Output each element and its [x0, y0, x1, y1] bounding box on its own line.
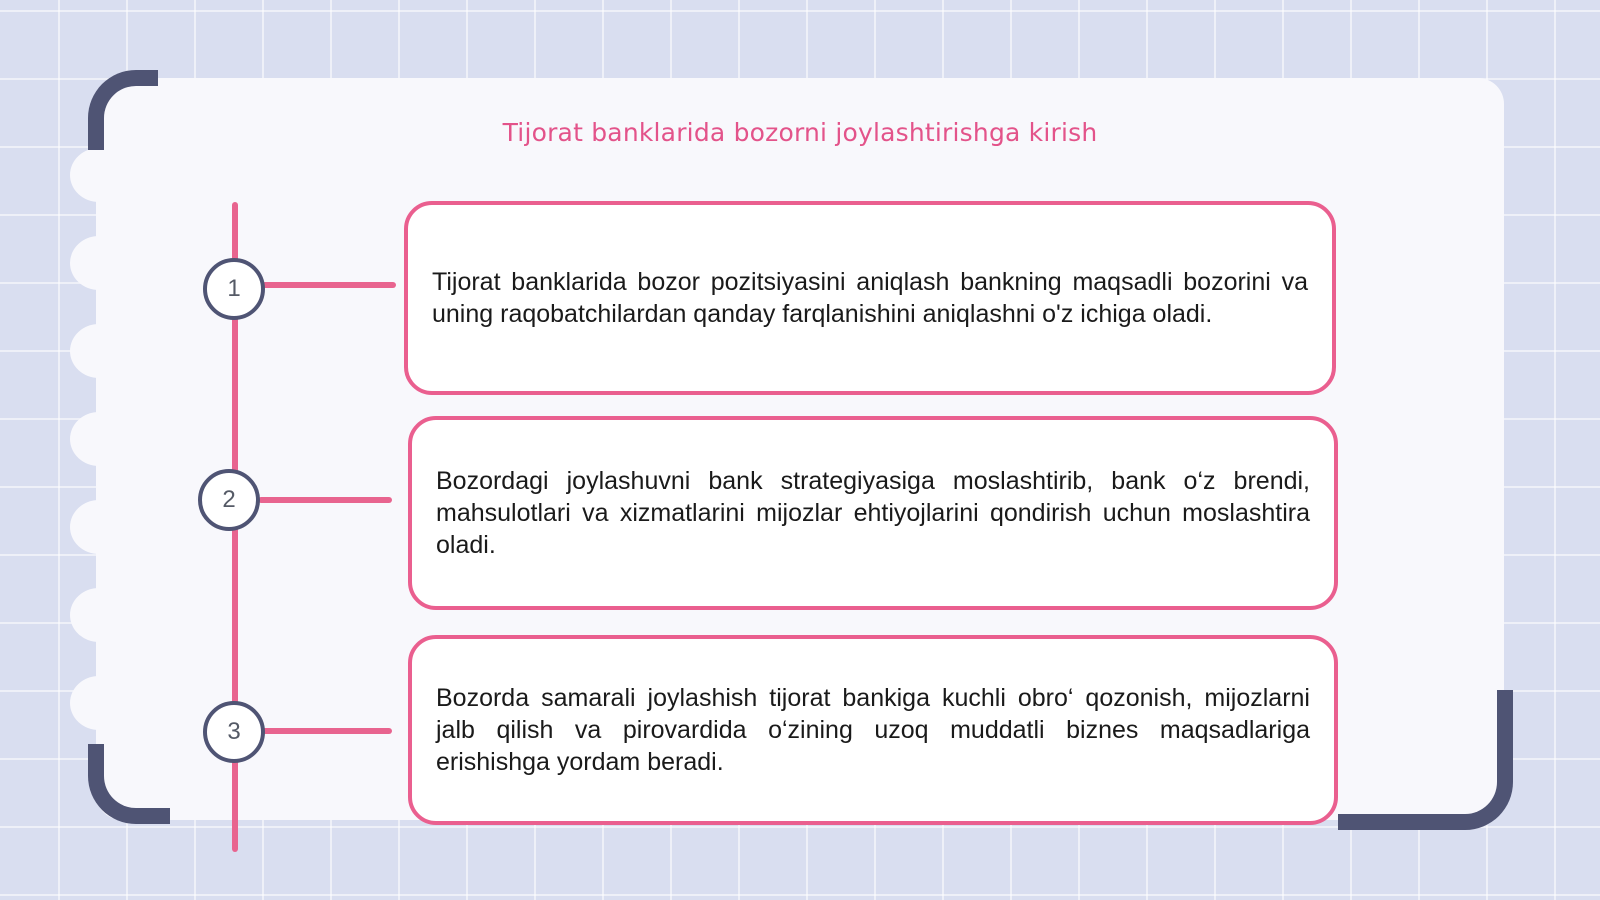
- step-connector: [262, 728, 392, 734]
- step-card: [408, 416, 1338, 610]
- corner-bracket-bottom-left: [88, 744, 170, 824]
- step-number-marker: 3: [203, 701, 265, 763]
- corner-bracket-top-left: [88, 70, 158, 150]
- step-number-marker: 1: [203, 258, 265, 320]
- step-connector: [258, 497, 392, 503]
- step-number-marker: 2: [198, 469, 260, 531]
- step-card: [408, 635, 1338, 825]
- step-connector: [262, 282, 396, 288]
- slide-title: Tijorat banklarida bozorni joylashtirishga kirish: [502, 118, 1098, 147]
- step-text: Tijorat banklarida bozor pozitsiyasini aniqlash bankning maqsadli bozorini va uning raqobatchilardan qanday farqlanishini aniqlashni o'z ichiga oladi.: [432, 268, 1308, 328]
- step-text: Bozorda samarali joylashish tijorat bankiga kuchli obro‘ qozonish, mijozlarni jalb qilish va pirovardida o‘zining uzoq muddatli biznes maqsadlariga erishishga yordam beradi.: [436, 684, 1310, 776]
- corner-bracket-bottom-right: [1338, 690, 1513, 830]
- step-card: [404, 201, 1336, 395]
- step-text: Bozordagi joylashuvni bank strategiyasiga moslashtirib, bank o‘z brendi, mahsulotlari va xizmatlarini mijozlar ehtiyojlarini qondirish uchun moslashtira oladi.: [436, 467, 1310, 559]
